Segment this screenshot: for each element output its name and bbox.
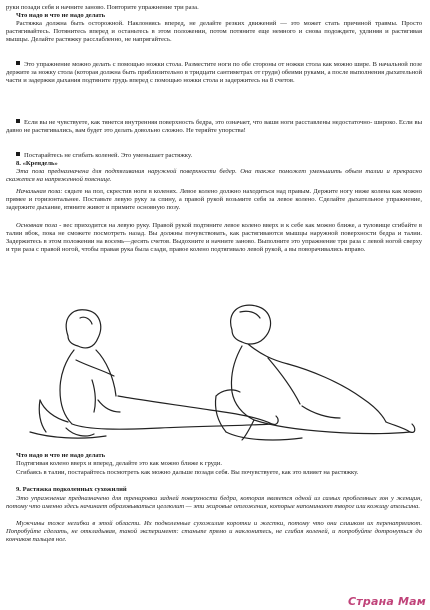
- intro-paragraph: Это упражнение предназначено для тренировки задней поверхности бедра, которая является одной из самых проблемных зон у женщин, потому что именно здесь начинает образовываться целлюлит — эти жировые отложения, которые напоминают творог или кожицу апельсина.: [6, 495, 422, 511]
- intro-paragraph: Эта поза предназначена для подтягивания наружной поверхности бедер. Она также поможет уменьшить объем талии и прекрасно скажется на напряженной пояснице.: [6, 168, 422, 184]
- paragraph: Подтягивая колено вверх и вперед, делайте это как можно ближе к груди.: [16, 460, 223, 467]
- paragraph: Сгибаясь в талии, постарайтесь посмотреть как можно дальше позади себя. Вы почувствуете, как это влияет на растяжку.: [16, 469, 359, 476]
- bullet-paragraph: Это упражнение можно делать с помощью ножки стола. Разместите ноги по обе стороны от ножки стола как можно шире. В начальной позе держите за ножку стола (которая должна быть приблизительно в тридцати сантиметрах от груди) обеими руками, а после выполнения дыхательной части и задержки дыхания подтяните грудь вперед с помощью ножки стола и задержитесь на 8 счетов.: [6, 61, 422, 85]
- paragraph: Начальная поза: сядьте на пол, скрестив ноги в коленях. Левое колено должно находиться над правым. Держите ногу ниже колена как можно прямее и горизонтальнее. Поставьте левую руку за спину, а правой рукой возьмите себя за левое колено. Сделайте дыхательное упражнение, задержите дыхание, втяните живот и примите основную позу.: [6, 188, 422, 212]
- paragraph: Растяжка должна быть осторожной. Наклоняясь вперед, не делайте резких движений — это может стать причиной травмы. Просто растягивайтесь. Потянитесь вперед и останьтесь в этом положении, потом потяните еще немного и снова подождите, удлиняя и растягивая мышцы. Делайте растяжку расслабленно, не напрягайтесь.: [6, 20, 422, 44]
- figure-left: [30, 310, 278, 438]
- figure-right: [215, 305, 414, 440]
- bullet-icon: [16, 119, 20, 123]
- paragraph: руки позади себя и начните заново. Повторите упражнение три раза.: [6, 4, 199, 11]
- exercise-illustration: [10, 300, 420, 448]
- bullet-paragraph: Постарайтесь не сгибать коленей. Это уменьшает растяжку.: [6, 152, 422, 160]
- section-heading: Что надо и что не надо делать: [16, 452, 106, 459]
- watermark-logo: Страна Мам: [348, 595, 426, 608]
- intro-paragraph: Мужчины тоже негибки в этой области. Их подколенные сухожилия коротки и жестки, потому что они слишком их перенапрягают. Попробуйте сделать, не откладывая, такой эксперимент: станьте прямо и наклонитесь, не сгибая коленей, и попробуйте дотронуться до кончиков пальцев ног.: [6, 520, 422, 544]
- bullet-paragraph: Если вы не чувствуете, как тянется внутренняя поверхность бедра, это означает, что ваши ноги расставлены недостаточно- широко. Если вы давно не растягивались, вам будет это делать довольно сложно. Не теряйте упорства!: [6, 119, 422, 135]
- bullet-icon: [16, 152, 20, 156]
- section-heading: 9. Растяжка подколенных сухожилий: [16, 486, 127, 493]
- paragraph: Основная поза - вес приходится на левую руку. Правой рукой подтяните левое колено вверх и к себе как можно ближе, а туловище сгибайте в талии вбок, пока не сможете посмотреть назад. Вы должны почувствовать, как растягиваются мышцы наружной поверхности бедра и талии. Задержитесь в этом положении на восемь—десять счетов. Выдохните и начните заново. Выполните это упражнение три раза с левой ногой сверху и три раза с правой ногой, чтобы правая рука была сзади, правое колено подтягивало левой рукой, а вы поворачивались вправо.: [6, 222, 423, 254]
- bullet-icon: [16, 61, 20, 65]
- section-heading: Что надо и что не надо делать: [16, 12, 106, 19]
- section-heading: 8. «Крендель»: [16, 160, 58, 167]
